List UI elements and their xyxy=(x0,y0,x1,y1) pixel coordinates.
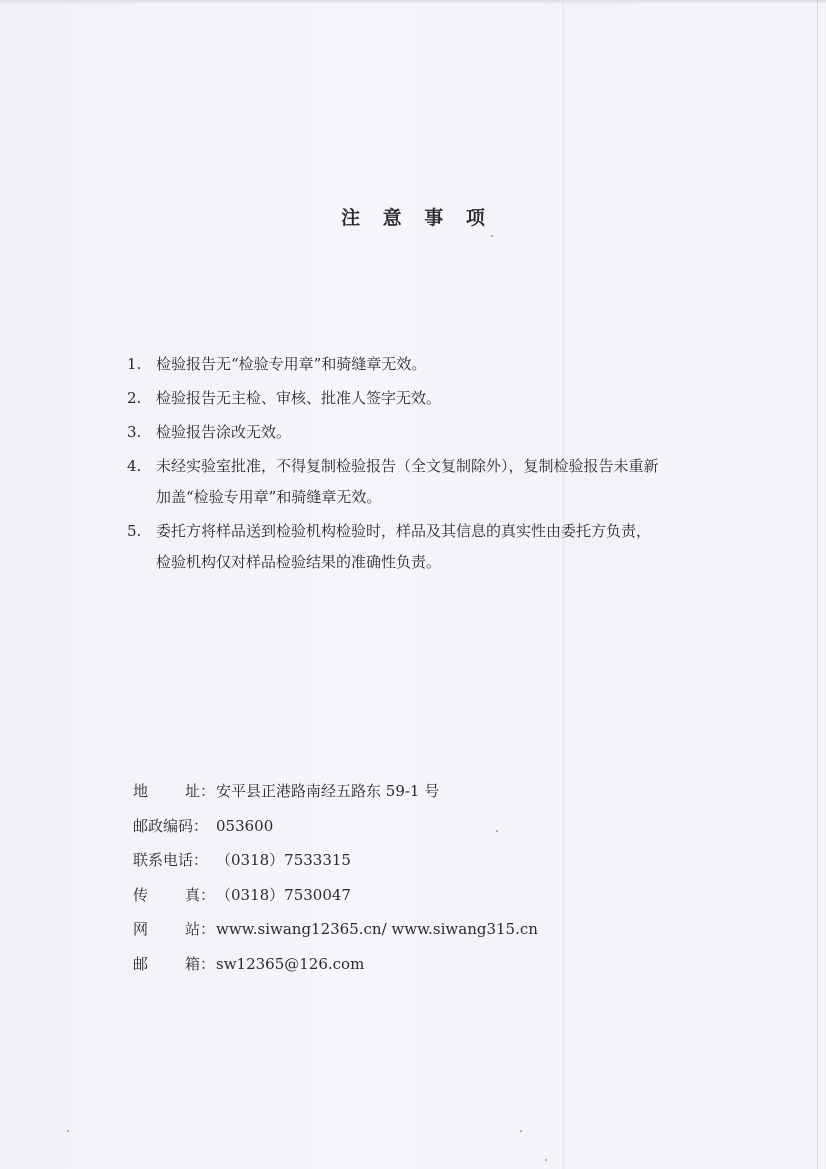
note-item xyxy=(127,451,737,513)
phone-row xyxy=(133,843,538,878)
note-text: 未经实验室批准，不得复制检验报告（全文复制除外），复制检验报告未重新 xyxy=(156,457,659,475)
note-text: 加盖“检验专用章”和骑缝章无效。 xyxy=(156,488,382,506)
address-value: 安平县正港路南经五路东 59-1 号 xyxy=(216,782,440,800)
note-number: 1. xyxy=(127,355,142,373)
email-row xyxy=(133,947,538,982)
note-text: 检验报告涂改无效。 xyxy=(156,423,292,441)
website-value: www.siwang12365.cn/ www.siwang315.cn xyxy=(216,920,538,938)
phone-label: 联系电话： xyxy=(133,851,209,869)
postcode-value: 053600 xyxy=(216,816,274,835)
address-row xyxy=(133,774,538,809)
note-text: 委托方将样品送到检验机构检验时，样品及其信息的真实性由委托方负责， xyxy=(156,522,652,540)
scan-speck xyxy=(520,1130,522,1132)
scan-top-shadow xyxy=(0,0,826,4)
note-text: 检验机构仅对样品检验结果的准确性负责。 xyxy=(156,553,442,571)
postcode-label: 邮政编码： xyxy=(133,816,209,835)
note-item xyxy=(127,349,737,380)
scan-speck xyxy=(545,1159,547,1161)
page-edge-line xyxy=(817,0,818,1169)
notes-list xyxy=(127,349,737,581)
note-item xyxy=(127,516,737,578)
scan-speck xyxy=(67,1130,69,1132)
website-row xyxy=(133,912,538,947)
email-value: sw12365@126.com xyxy=(216,954,365,973)
phone-value: （0318）7533315 xyxy=(216,851,351,869)
note-item xyxy=(127,383,737,414)
fax-row xyxy=(133,878,538,913)
website-label: 网 站： xyxy=(133,920,215,938)
note-number: 2. xyxy=(127,389,142,407)
note-number: 3. xyxy=(127,423,142,441)
note-number: 4. xyxy=(127,457,142,475)
email-label: 邮 箱： xyxy=(133,954,215,973)
note-number: 5. xyxy=(127,522,142,540)
address-label: 地 址： xyxy=(133,782,215,800)
contact-block xyxy=(133,774,538,981)
note-text: 检验报告无主检、审核、批准人签字无效。 xyxy=(156,389,442,407)
note-text: 检验报告无“检验专用章”和骑缝章无效。 xyxy=(156,355,427,373)
scan-speck xyxy=(496,830,498,832)
fax-label: 传 真： xyxy=(133,885,215,904)
page-fold-line xyxy=(563,0,564,1169)
postcode-row xyxy=(133,809,538,844)
scan-speck xyxy=(491,235,493,237)
page-title: 注 意 事 项 xyxy=(341,207,493,229)
note-item xyxy=(127,417,737,448)
fax-value: （0318）7530047 xyxy=(216,885,351,904)
